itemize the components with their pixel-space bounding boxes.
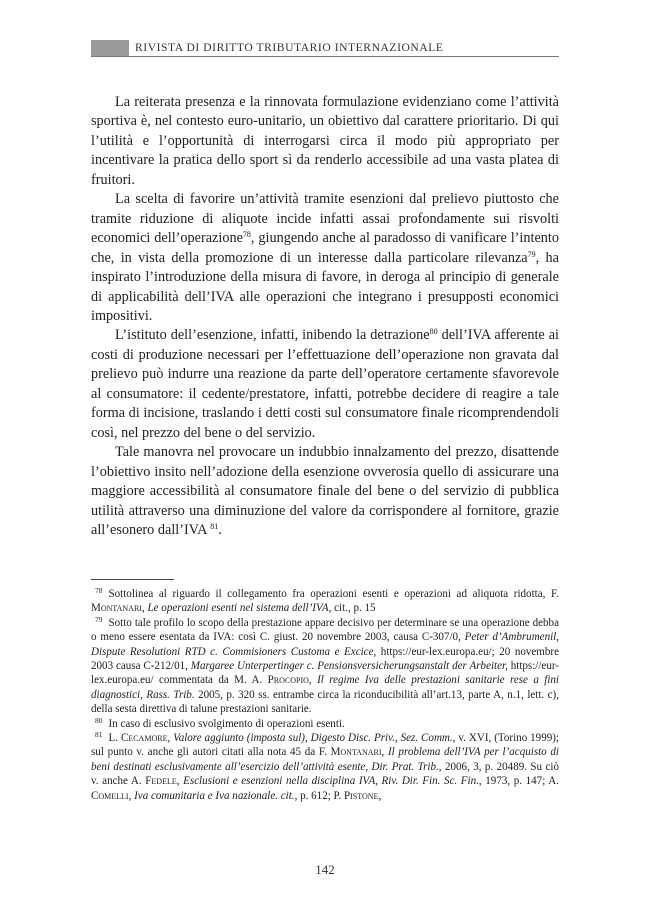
footnotes <box>91 587 559 803</box>
paragraph-1: La reiterata presenza e la rinnovata formulazione evidenziano come l’attività sportiva è, nel contesto euro-unitario, un obiettivo dal carattere prioritario. Di qui l’utilità e l’opportunità di interrogarsi circa il modo più appropriato per incentivare la pratica dello sport sì da renderlo accessibile ad una vasta platea di fruitori. <box>91 94 559 188</box>
footnote-number: 81 <box>95 730 103 740</box>
running-header <box>91 40 559 57</box>
footnote-78: $^{78}$ Sottolinea al riguardo il collegamento fra operazioni esenti e operazioni ad aliquota ridotta, F. Montanari, Le operazioni esenti nel sistema dell’IVA, cit., p. 15 <box>91 586 559 615</box>
footnote-number: 80 <box>95 715 103 725</box>
footnote-79: $^{79}$ Sotto tale profilo lo scopo della prestazione appare decisivo per determinare se una operazione debba o meno essere esentata da IVA: così C. giust. 20 novembre 2003, causa C-307/0, Peter d’Ambrumenil, Dispute Resolutioni RTD c. Commisioners Customa e Excice, https://eur-lex.europa.eu/; 20 novembre 2003 causa C-212/01, Margaree Unterpertinger c. Pensionsversicherungsanstalt der Arbeiter, https://eur-lex.europa.eu/ commentata da M. A. Procopio, Il regime Iva delle prestazioni sanitarie rese a fini diagnostici, Rass. Trib. 2005, p. 320 ss. entrambe circa la riconducibilità all’art.13, parte A, n.1, lett. c), della sesta direttiva di talune prestazioni sanitarie. <box>91 614 560 716</box>
footnote-ref-79[interactable]: 79 <box>527 249 536 259</box>
paragraph-2: La scelta di favorire un’attività tramite esenzioni dal prelievo piuttosto che tramite riduzione di aliquote incide infatti assai profondamente sui risvolti economici dell’operazione$^{78}$, giungendo anche al paradosso di vanificare l’intento che, in vista della promozione di un interesse dalla particolare rilevanza$^{79}$, ha inspirato l’introduzione della misura di favore, in deroga al principio di generale di applicabilità dell’IVA alle operazioni che integrano i presupposti economici impositivi. <box>91 191 559 324</box>
footnote-number: 79 <box>95 614 103 624</box>
main-text <box>91 93 559 540</box>
header-rule <box>91 56 559 57</box>
page-number: 142 <box>315 862 335 877</box>
footnote-81: $^{81}$ L. Cecamore, Valore aggiunto (imposta sul), Digesto Disc. Priv., Sez. Comm., v. XVI, (Torino 1999); sul punto v. anche gli autori citati alla nota 45 da F. Montanari, Il problema dell’IVA per l’acquisto di beni destinati esclusivamente all’esercizio dell’attività esente, Dir. Prat. Trib., 2006, 3, p. 20489. Su ciò v. anche A. Fedele, Esclusioni e esenzioni nella disciplina IVA, Riv. Dir. Fin. Sc. Fin., 1973, p. 147; A. Comelli, Iva comunitaria e Iva nazionale. cit., p. 612; P. Pistone, <box>91 730 560 802</box>
footnote-separator <box>91 579 174 580</box>
footnote-80: $^{80}$ In caso di esclusivo svolgimento di operazioni esenti. <box>95 715 345 730</box>
footnote-ref-80[interactable]: 80 <box>429 327 438 337</box>
paragraph-4: Tale manovra nel provocare un indubbio innalzamento del prezzo, disattende l’obiettivo insito nell’adozione della esenzione ovverosia quello di assicurare una maggiore accessibilità al consumatore finale del bene o del servizio di pubblica utilità attraverso una diminuzione del valore da corrispondere al fornitore, grazie all’esonero dall’IVA $^{81}$. <box>91 444 559 538</box>
footnote-ref-81[interactable]: 81 <box>210 521 219 531</box>
header-gray-block <box>91 40 129 56</box>
footnote-number: 78 <box>95 586 103 595</box>
footnote-ref-78[interactable]: 78 <box>242 230 251 240</box>
paragraph-3: L’istituto dell’esenzione, infatti, inibendo la detrazione$^{80}$ dell’IVA afferente ai costi di produzione necessari per l’effettuazione dell’operazione non gravata dal prelievo può indurre una reazione da parte dell’operatore certamente sfavorevole al consumatore: il cedente/prestatore, infatti, potrebbe decidere di reagire a tale forma di incisione, traslando i detti costi sul consumatore finale ricomprendendoli così, nel prezzo del bene o del servizio. <box>91 327 560 441</box>
journal-title: RIVISTA DI DIRITTO TRIBUTARIO INTERNAZIONALE <box>135 41 444 54</box>
